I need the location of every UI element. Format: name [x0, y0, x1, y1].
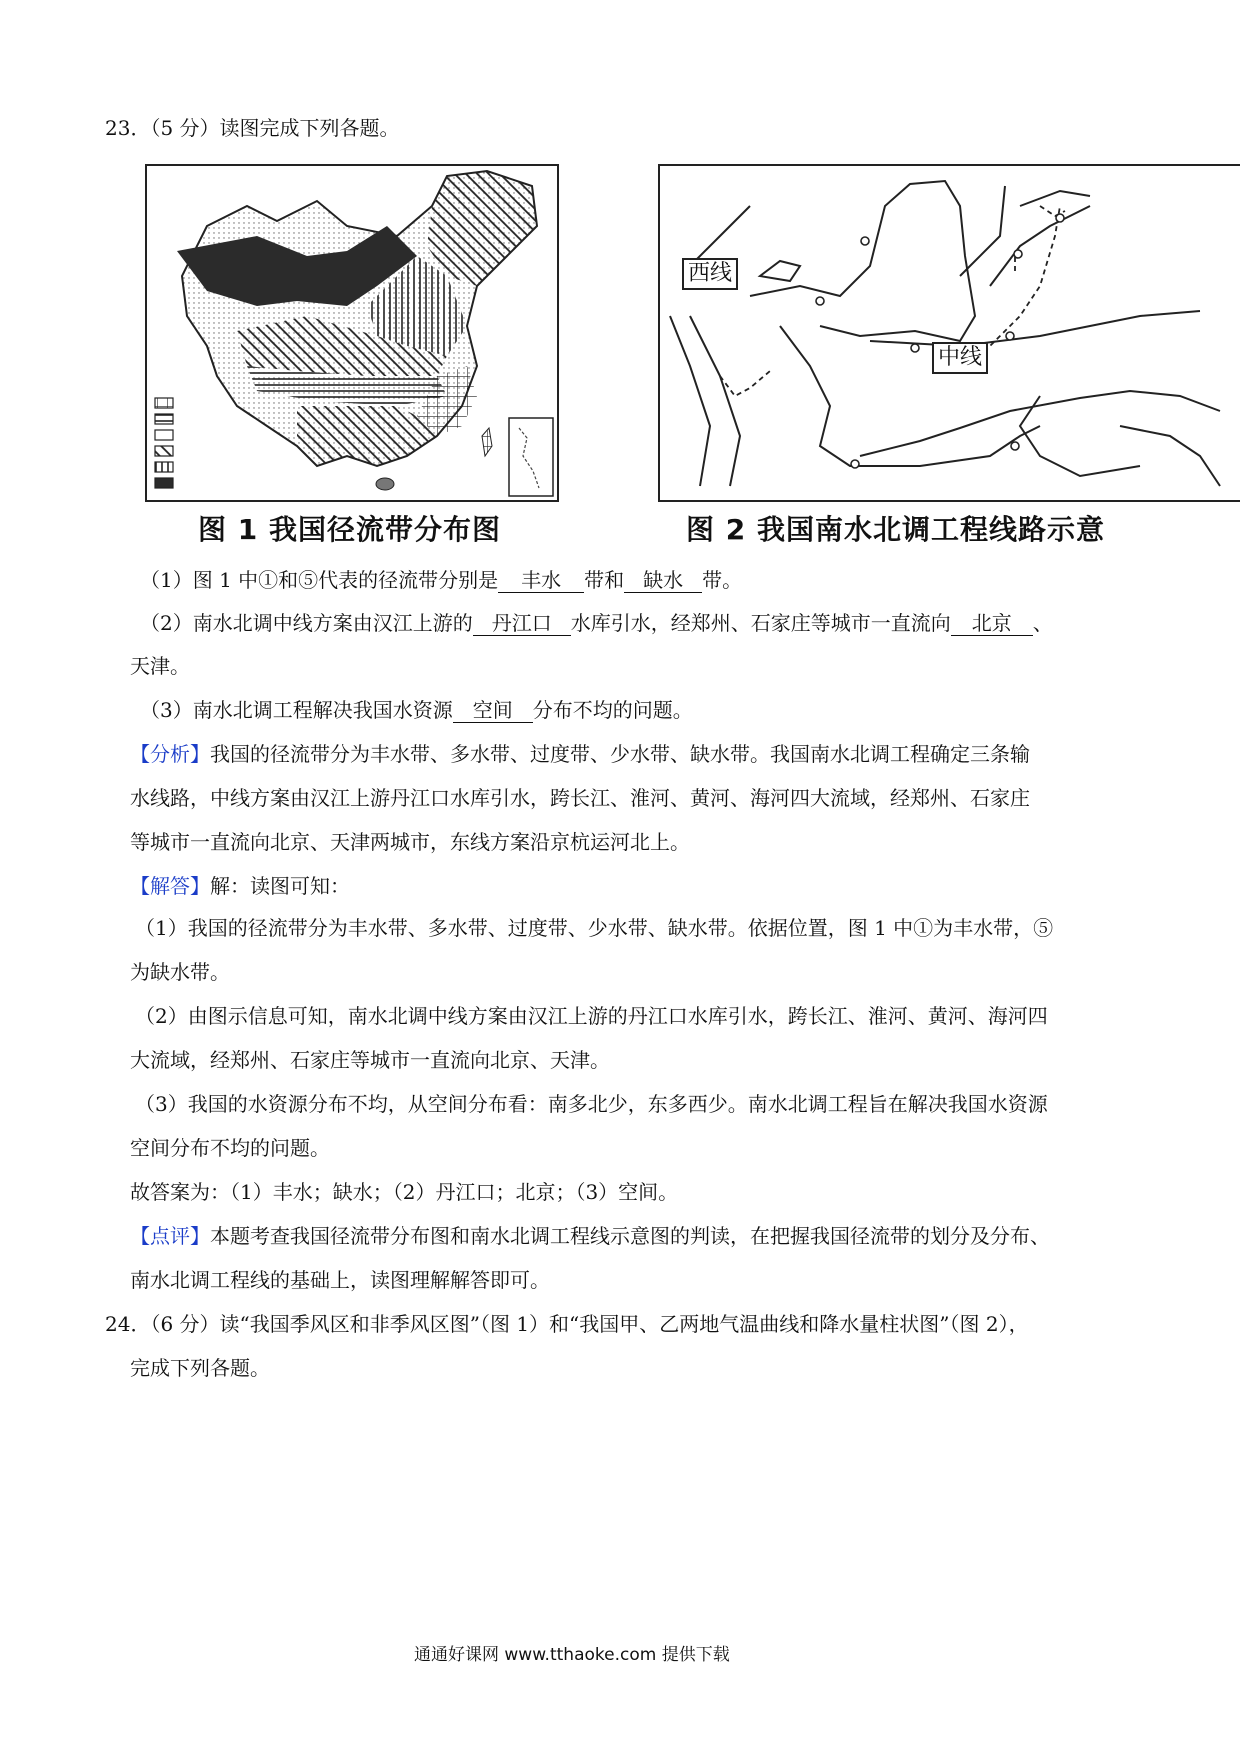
answer-blank-4: 北京 — [951, 611, 1033, 636]
analysis-line-1: 【分析】我国的径流带分为丰水带、多水带、过度带、少水带、缺水带。我国南水北调工程确定三条输 — [130, 742, 1030, 766]
subquestion-3: （3）南水北调工程解决我国水资源 空间 分布不均的问题。 — [140, 698, 693, 722]
runoff-zone-map-image — [147, 166, 557, 500]
answer-1-line-2: 为缺水带。 — [130, 960, 230, 984]
analysis-line-3: 等城市一直流向北京、天津两城市，东线方案沿京杭运河北上。 — [130, 830, 690, 854]
answer-tag: 【解答】 — [130, 874, 210, 898]
analysis-line-2: 水线路，中线方案由汉江上游丹江口水库引水，跨长江、淮河、黄河、海河四大流域，经郑州、石家庄 — [130, 786, 1030, 810]
answer-blank-2: 缺水 — [624, 568, 702, 593]
answer-blank-3: 丹江口 — [473, 611, 571, 636]
subquestion-2: （2）南水北调中线方案由汉江上游的 丹江口 水库引水，经郑州、石家庄等城市一直流向 北京 、 — [140, 611, 1053, 635]
subquestion-2-cont: 天津。 — [130, 654, 190, 678]
water-diversion-map-image — [660, 166, 1240, 500]
comment-line-1: 【点评】本题考查我国径流带分布图和南水北调工程线示意图的判读，在把握我国径流带的划分及分布、 — [130, 1224, 1050, 1248]
answer-3-line-2: 空间分布不均的问题。 — [130, 1136, 330, 1160]
question-24-line-2: 完成下列各题。 — [130, 1356, 270, 1380]
answer-blank-1: 丰水 — [498, 568, 584, 593]
subquestion-1: （1）图 1 中①和⑤代表的径流带分别是 丰水 带和 缺水 带。 — [140, 568, 743, 592]
answer-intro: 【解答】解：读图可知： — [130, 874, 350, 898]
comment-line-2: 南水北调工程线的基础上，读图理解解答即可。 — [130, 1268, 550, 1292]
question-23-header: 23．（5 分）读图完成下列各题。 — [105, 116, 400, 140]
answer-2-line-2: 大流域，经郑州、石家庄等城市一直流向北京、天津。 — [130, 1048, 610, 1072]
figure-1-caption: 图 1 我国径流带分布图 — [198, 513, 501, 546]
answer-1-line-1: （1）我国的径流带分为丰水带、多水带、过度带、少水带、缺水带。依据位置，图 1 中①为丰水带，⑤ — [135, 916, 1054, 940]
west-route-label: 西线 — [682, 258, 738, 290]
final-answer: 故答案为：（1）丰水；缺水；（2）丹江口；北京；（3）空间。 — [130, 1180, 679, 1204]
question-24-header: 24．（6 分）读“我国季风区和非季风区图”（图 1）和“我国甲、乙两地气温曲线和降水量柱状图”（图 2）， — [105, 1312, 1029, 1336]
answer-3-line-1: （3）我国的水资源分布不均，从空间分布看：南多北少，东多西少。南水北调工程旨在解决我国水资源 — [135, 1092, 1048, 1116]
analysis-tag: 【分析】 — [130, 742, 210, 766]
figure-1-map — [145, 164, 559, 502]
figure-2-caption: 图 2 我国南水北调工程线路示意 — [686, 513, 1105, 546]
middle-route-label: 中线 — [932, 342, 988, 374]
answer-blank-5: 空间 — [453, 698, 533, 723]
answer-2-line-1: （2）由图示信息可知，南水北调中线方案由汉江上游的丹江口水库引水，跨长江、淮河、黄河、海河四 — [135, 1004, 1048, 1028]
page-footer: 通通好课网 www.tthaoke.com 提供下载 — [414, 1645, 730, 1665]
figure-2-map — [658, 164, 1240, 502]
comment-tag: 【点评】 — [130, 1224, 210, 1248]
